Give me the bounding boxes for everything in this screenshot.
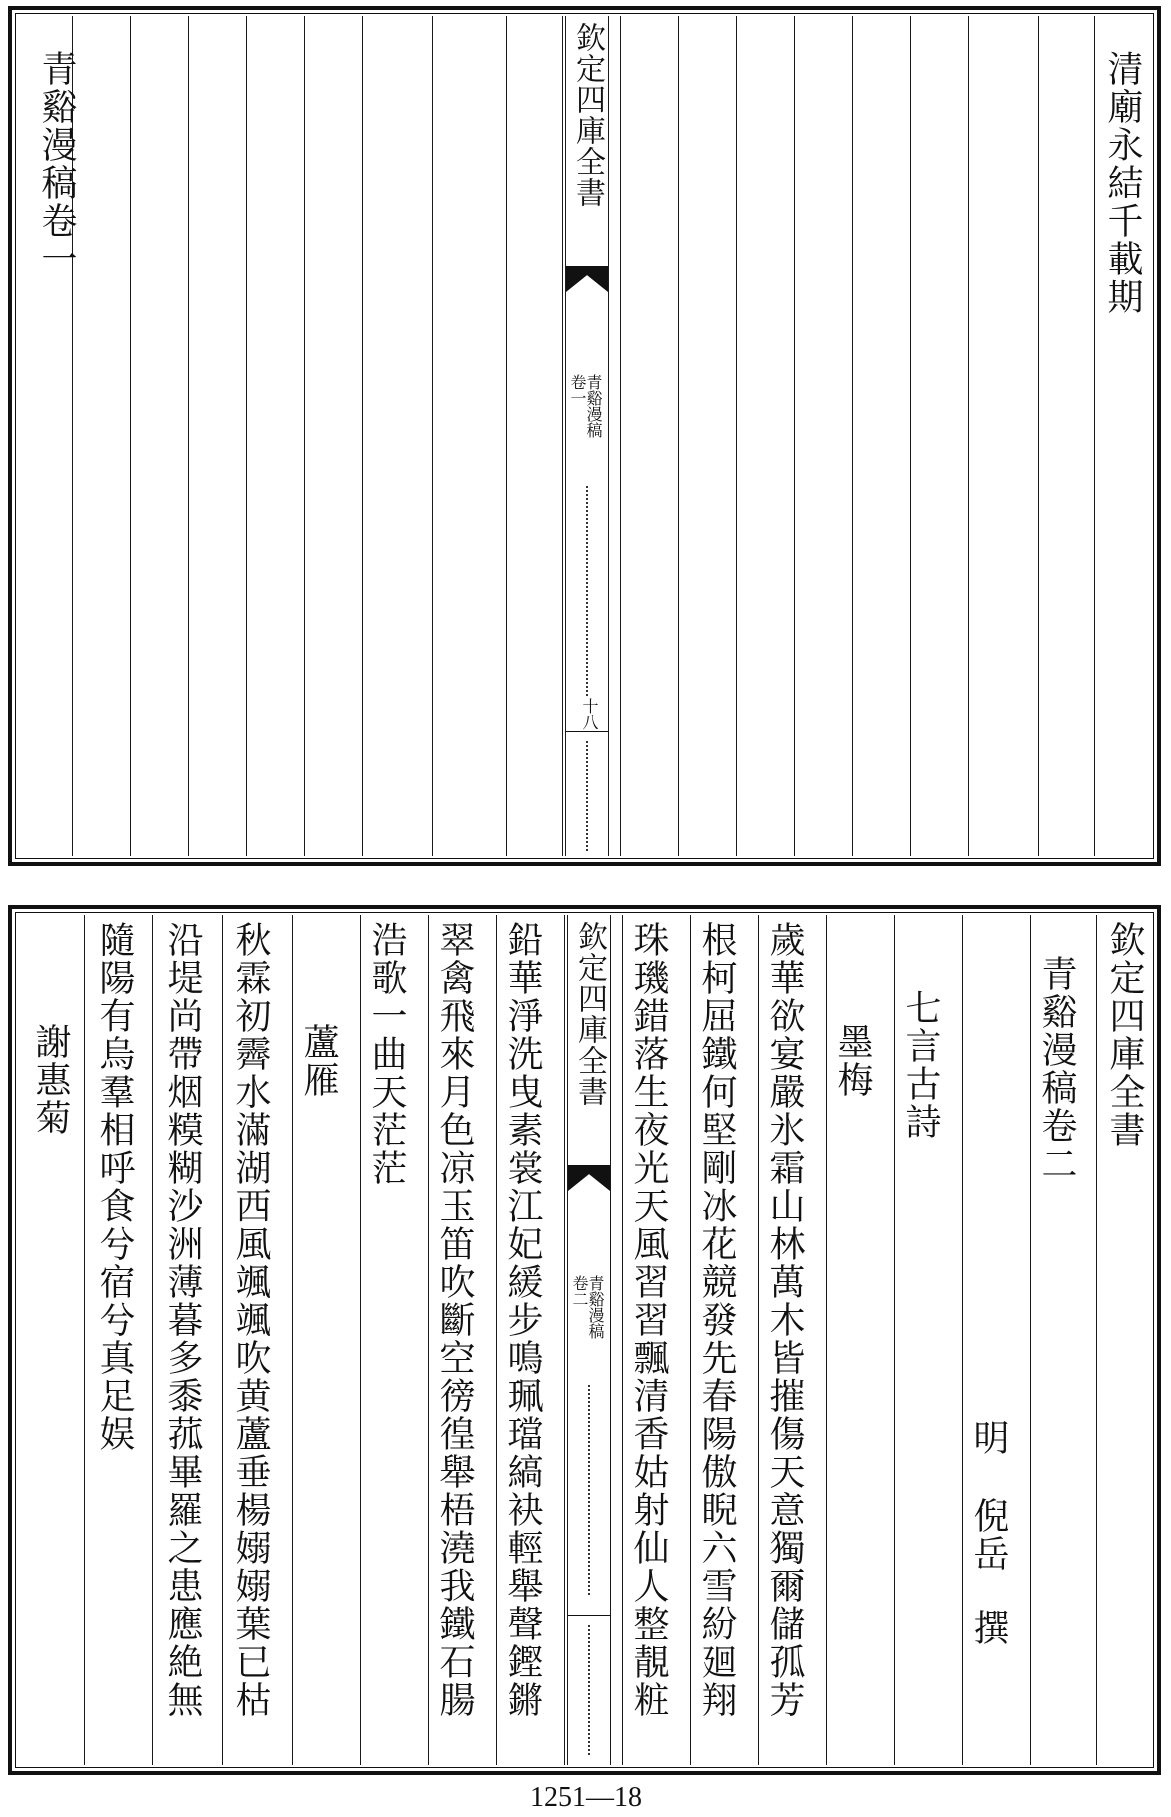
column-rule — [292, 915, 293, 1765]
page-footer-number: 1251—18 — [530, 1782, 642, 1813]
column-rule — [246, 16, 247, 856]
poem-title: 蘆雁 — [298, 1023, 339, 1099]
center-fold — [565, 16, 609, 856]
volume-title: 青谿漫稿卷二 — [1036, 955, 1077, 1183]
column-rule — [1038, 16, 1039, 856]
poem-line: 秋霖初霽水滿湖西風颯颯吹黄蘆垂楊嫋嫋葉已枯 — [230, 921, 271, 1719]
poem-line: 珠璣錯落生夜光天風習習飄清香姑射仙人整靚粧 — [628, 921, 669, 1719]
column-rule — [758, 915, 759, 1765]
top-page — [8, 6, 1161, 866]
column-rule — [1030, 915, 1031, 1765]
column-rule — [562, 16, 563, 856]
dotted-line — [586, 486, 588, 696]
poem-line: 翠禽飛來月色凉玉笛吹斷空徬徨舉梧澆我鐵石腸 — [434, 921, 475, 1719]
column-rule — [432, 16, 433, 856]
column-rule — [894, 915, 895, 1765]
column-rule — [794, 16, 795, 856]
column-rule — [506, 16, 507, 856]
column-rule — [678, 16, 679, 856]
column-rule — [1094, 16, 1095, 856]
center-volume: 卷一 — [568, 374, 587, 406]
column-rule — [968, 16, 969, 856]
column-rule — [826, 915, 827, 1765]
poem-line: 隨陽有烏羣相呼食兮宿兮真足娱 — [94, 921, 135, 1453]
column-rule — [622, 915, 623, 1765]
poem-line-end: 清廟永結千載期 — [1102, 50, 1143, 316]
fishtail-mark — [568, 1165, 610, 1191]
poem-line: 鉛華淨洗曳素裳江妃緩步鳴珮璫縞袂輕舉聲鏗鏘 — [502, 921, 543, 1719]
author-dynasty: 明 — [968, 1419, 1009, 1457]
fishtail-mark — [566, 266, 608, 292]
column-rule — [564, 915, 565, 1765]
author-role: 撰 — [968, 1609, 1009, 1647]
center-header: 欽定四庫全書 — [572, 921, 607, 1107]
column-rule — [962, 915, 963, 1765]
column-rule — [130, 16, 131, 856]
section-heading: 七言古詩 — [900, 989, 941, 1141]
collection-title: 欽定四庫全書 — [1104, 921, 1145, 1149]
poem-title: 墨梅 — [832, 1023, 873, 1099]
poem-line: 根柯屈鐵何堅剛冰花競發先春陽傲睨六雪紛廻翔 — [696, 921, 737, 1719]
column-rule — [84, 915, 85, 1765]
column-rule — [222, 915, 223, 1765]
column-rule — [736, 16, 737, 856]
dotted-line — [586, 741, 588, 851]
bottom-page — [8, 905, 1161, 1775]
author-name: 倪岳 — [968, 1497, 1009, 1573]
column-rule — [304, 16, 305, 856]
column-rule — [360, 915, 361, 1765]
column-rule — [620, 16, 621, 856]
column-rule — [428, 915, 429, 1765]
column-rule — [1096, 915, 1097, 1765]
column-rule — [496, 915, 497, 1765]
leaf-line — [566, 731, 608, 732]
volume-title: 青谿漫稿卷一 — [36, 50, 77, 278]
center-page-number: 十八 — [580, 698, 599, 730]
center-book-name: 青谿漫稿 — [584, 374, 603, 438]
dotted-line — [588, 1625, 590, 1755]
leaf-line — [568, 1615, 610, 1616]
dotted-line — [588, 1385, 590, 1595]
poem-line: 沿堤尚帶烟糢糊沙洲薄暮多黍菰畢羅之患應絶無 — [162, 921, 203, 1719]
center-volume: 卷二 — [570, 1275, 589, 1307]
column-rule — [690, 915, 691, 1765]
column-rule — [362, 16, 363, 856]
poem-line: 歲華欲宴嚴氷霜山林萬木皆摧傷天意獨爾儲孤芳 — [764, 921, 805, 1719]
center-fold — [567, 915, 611, 1765]
poem-line: 浩歌一曲天茫茫 — [366, 921, 407, 1187]
column-rule — [852, 16, 853, 856]
column-rule — [910, 16, 911, 856]
column-rule — [152, 915, 153, 1765]
column-rule — [188, 16, 189, 856]
poem-title: 謝惠菊 — [30, 1023, 71, 1137]
center-header: 欽定四庫全書 — [570, 22, 605, 208]
center-book-name: 青谿漫稿 — [586, 1275, 605, 1339]
